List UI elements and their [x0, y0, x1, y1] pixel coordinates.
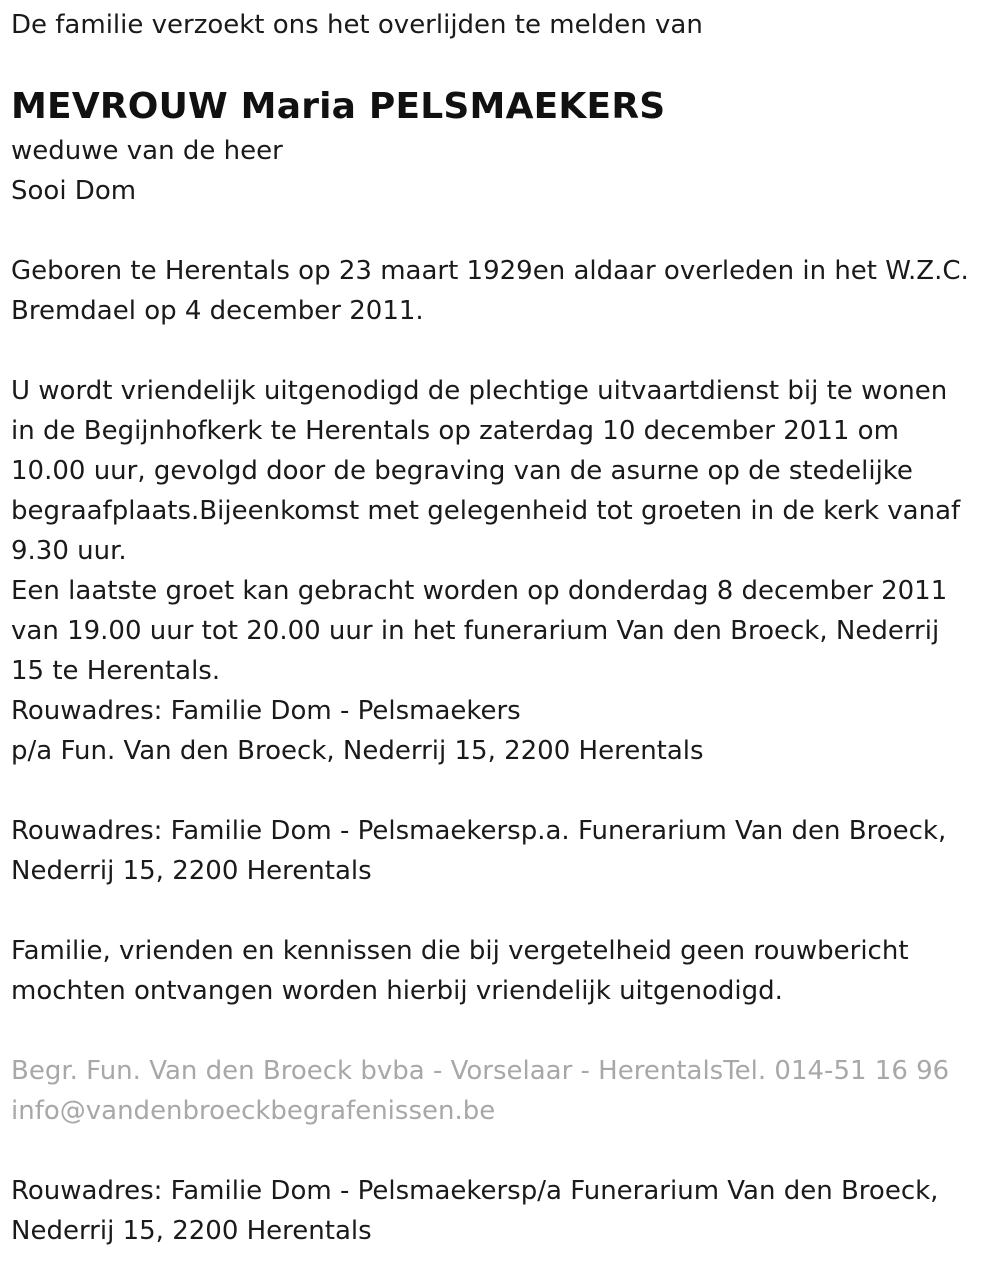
spacer [11, 1131, 990, 1171]
spacer [11, 211, 990, 251]
mourning-address-line: Rouwadres: Familie Dom - Pelsmaekersp.a. Funerarium Van den Broeck, [11, 816, 947, 846]
birth-death-block [11, 251, 990, 331]
intro-text: De familie verzoekt ons het overlijden te melden van [11, 10, 703, 40]
ceremony-line: Een laatste groet kan gebracht worden op donderdag 8 december 2011 [11, 576, 948, 606]
birth-death-line: Bremdael op 4 december 2011. [11, 296, 424, 326]
ceremony-line: p/a Fun. Van den Broeck, Nederrij 15, 2200 Herentals [11, 736, 704, 766]
undertaker-contact-line: Begr. Fun. Van den Broeck bvba - Vorselaar - HerentalsTel. 014-51 16 96 [11, 1056, 950, 1086]
relation-block [11, 131, 990, 211]
relation-line: weduwe van de heer [11, 136, 283, 166]
ceremony-line: 15 te Herentals. [11, 656, 221, 686]
deceased-name: MEVROUW Maria PELSMAEKERS [11, 86, 666, 127]
mourning-address-line: Rouwadres: Familie Dom - Pelsmaekersp/a Funerarium Van den Broeck, [11, 1176, 939, 1206]
ceremony-line: 9.30 uur. [11, 536, 127, 566]
spacer [11, 1011, 990, 1051]
invitation-line: Familie, vrienden en kennissen die bij vergetelheid geen rouwbericht [11, 936, 909, 966]
mourning-address-block-2 [11, 1171, 990, 1251]
ceremony-line: Rouwadres: Familie Dom - Pelsmaekers [11, 696, 521, 726]
birth-death-line: Geboren te Herentals op 23 maart 1929en aldaar overleden in het W.Z.C. [11, 256, 969, 286]
spacer [11, 771, 990, 811]
mourning-address-block [11, 811, 990, 891]
mourning-address-line: Nederrij 15, 2200 Herentals [11, 1216, 372, 1246]
ceremony-line: begraafplaats.Bijeenkomst met gelegenheid tot groeten in de kerk vanaf [11, 496, 961, 526]
ceremony-line: U wordt vriendelijk uitgenodigd de plechtige uitvaartdienst bij te wonen [11, 376, 948, 406]
relation-line: Sooi Dom [11, 176, 137, 206]
undertaker-email: info@vandenbroeckbegrafenissen.be [11, 1096, 496, 1126]
spacer [11, 331, 990, 371]
invitation-line: mochten ontvangen worden hierbij vriendelijk uitgenodigd. [11, 976, 783, 1006]
spacer [11, 891, 990, 931]
ceremony-block [11, 371, 990, 771]
invitation-block [11, 931, 990, 1011]
undertaker-block [11, 1051, 990, 1131]
ceremony-line: van 19.00 uur tot 20.00 uur in het funerarium Van den Broeck, Nederrij [11, 616, 940, 646]
ceremony-line: 10.00 uur, gevolgd door de begraving van de asurne op de stedelijke [11, 456, 913, 486]
ceremony-line: in de Begijnhofkerk te Herentals op zaterdag 10 december 2011 om [11, 416, 899, 446]
mourning-address-line: Nederrij 15, 2200 Herentals [11, 856, 372, 886]
